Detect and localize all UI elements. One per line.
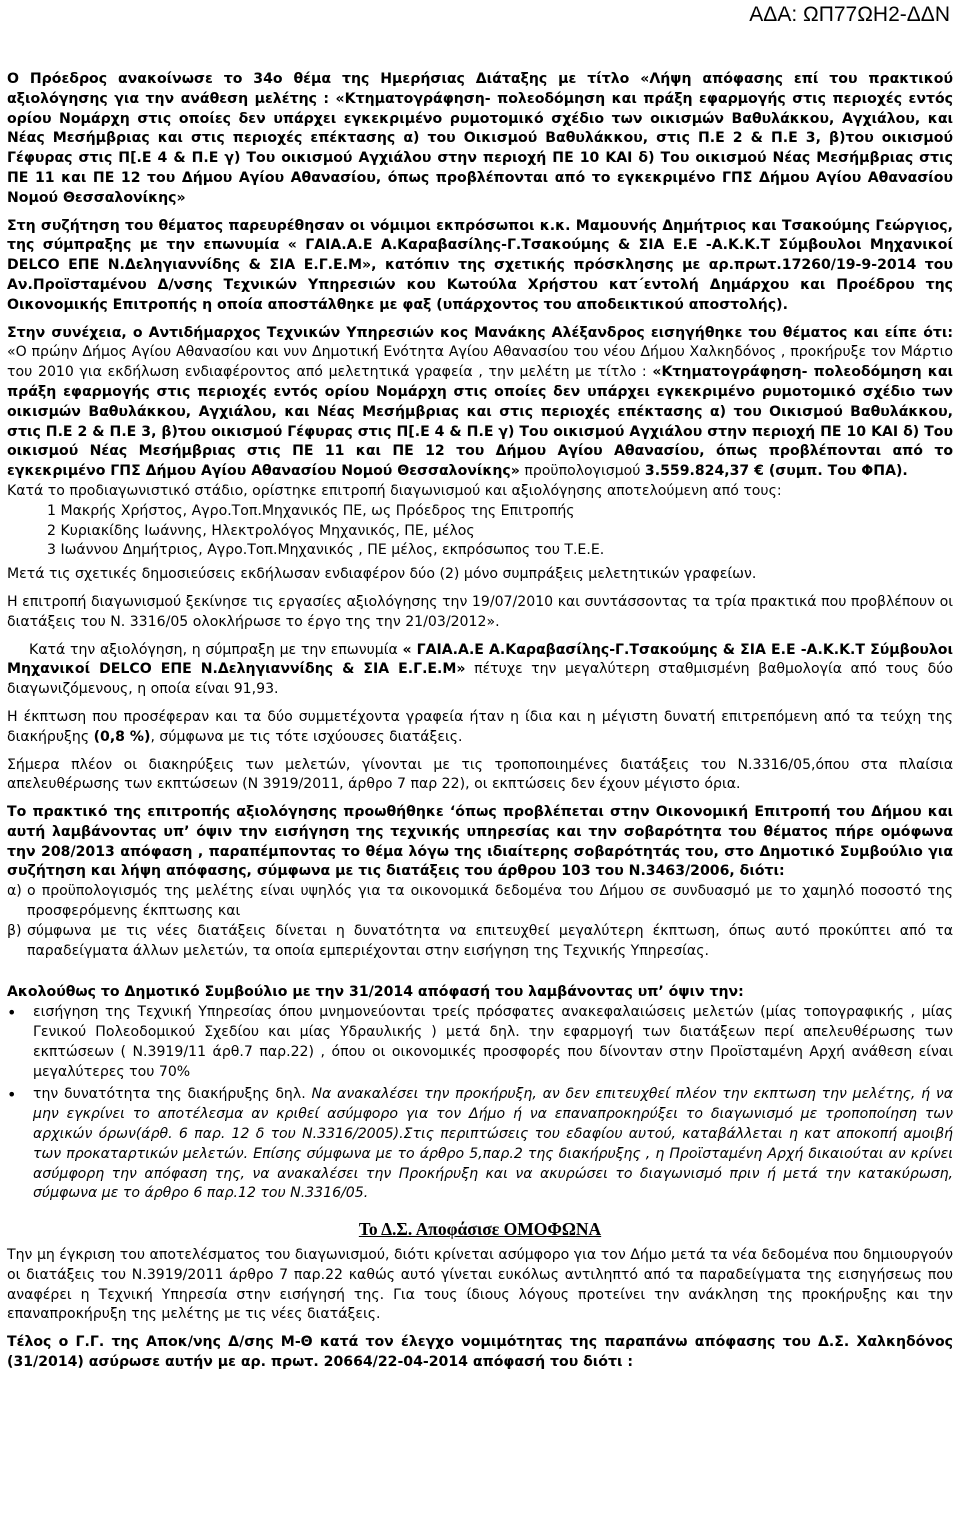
study-title: «Κτηματογράφηση- πολεοδόμηση και πράξη εφαρμογής στις περιοχές εντός ορίου Νομάρχη στις οποίες δεν υπάρχει εγκεκριμένο ρυμοτομικό σχέδιο των οικισμών Βαθυλάκκου, Αγχιάλου, και Νέας Μεσήμβριας και στις περιοχές επέκτασης α) του Οικισμού Βαθυλάκκου, στις Π.Ε 2 & Π.Ε 3, β)του οικισμού Γέφυρας στις Π[.Ε 4 & Π.Ε γ) Του οικισμού Αγχιάλου στην περιοχή ΠΕ 10 ΚΑΙ δ) Του οικισμού Νέας Μεσήμβριας στις ΠΕ 11 και ΠΕ 12 του Δήμου Αγίου Αθανασίου, όπως προβλέπονται από το εγκεκριμένο ΓΠΣ Δήμου Αγίου Αθανασίου Νομού Θεσσαλονίκης» xyxy=(7,364,953,480)
consideration-item xyxy=(7,1085,953,1204)
budget-amount: 3.559.824,37 € (συμπ. Του ΦΠΑ). xyxy=(644,463,908,480)
annulment-text: Τέλος ο Γ.Γ. της Αποκ/νης Δ/σης Μ-Θ κατά τον έλεγχο νομιμότητας της παραπάνω απόφασης του Δ.Σ. Χαλκηδόνος (31/2014) ασύρωσε αυτήν με αρ. πρωτ. 20664/22-04-2014 απόφασή του διότι : xyxy=(7,1334,953,1371)
consideration-item xyxy=(7,1003,953,1082)
bullet-icon: • xyxy=(7,1085,17,1105)
paragraph-evaluation-start xyxy=(7,593,953,633)
decision-title: Το Δ.Σ. Αποφάσισε ΟΜΟΦΩΝΑ xyxy=(358,1219,602,1240)
new-rules-text: Σήμερα πλέον οι διακηρύξεις των μελετών, γίνονται με τις τροποποιημένες διατάξεις του Ν.3316/05,όπου στα πλαίσια απελευθέρωσης των εκπτώσεων (Ν 3919/2011, άρθρο 7 παρ 22), οι εκπτώσεις δεν έχουν μέγιστο όρια. xyxy=(7,756,953,793)
paragraph-discount xyxy=(7,708,953,748)
reason-text: ο προϋπολογισμός της μελέτης είναι υψηλός για τα οικονομικά δεδομένα του Δήμου σε συνδυασμό με το χαμηλό ποσοστό της προσφερόμενης έκπτωσης και xyxy=(27,883,953,920)
committee-member: 3 Ιωάννου Δημήτριος, Αγρο.Τοπ.Μηχανικός , ΠΕ μέλος, εκπρόσωπος του Τ.Ε.Ε. xyxy=(47,542,605,559)
consideration-text: εισήγηση της Τεχνική Υπηρεσίας όπου μνημονεύονται τρείς πρόσφατες ανακεφαλαιώσεις μελετών (μίας τοπογραφικής , μίας Γενικού Πολεοδομικού Σχεδίου και μίας Υδραυλικής ) μετά δηλ. την εφαρμογή των διατάξεων περί απελευθέρωσης των εκπτώσεων ( Ν.3919/11 άρθ.7 παρ.22) , όπου οι οικονομικές προσφορές που δίνονταν στην Προϊσταμένη Αρχή ανάθεση είναι μεγαλύτερες του 70% xyxy=(33,1004,953,1080)
reason-label: β) xyxy=(7,922,22,939)
document-body xyxy=(7,70,953,1373)
committee-member: 2 Κυριακίδης Ιωάννης, Ηλεκτρολόγος Μηχανικός, ΠΕ, μέλος xyxy=(47,522,475,539)
paragraph-attendees xyxy=(7,217,953,316)
council-text: Ακολούθως το Δημοτικό Συμβούλιο με την 31/2014 απόφασή του λαμβάνοντας υπ’ όψιν την: xyxy=(7,984,744,1001)
considerations-list xyxy=(7,1003,953,1204)
winner-lead: Κατά την αξιολόγηση, η σύμπραξη με την επωνυμία xyxy=(29,641,403,658)
committee-member: 1 Μακρής Χρήστος, Αγρο.Τοπ.Μηχανικός ΠΕ, ως Πρόεδρος της Επιτροπής xyxy=(47,502,575,519)
reason-label: α) xyxy=(7,883,22,900)
proposal-text: «Ο πρώην Δήμος Αγίου Αθανασίου και νυν Δημοτική Ενότητα Αγίου Αθανασίου του νέου Δήμου Χαλκηδόνος , προκήρυξε τον Μάρτιο του 2010 για εκδήλωση ενδιαφέροντος από μελετητικά γραφεία , την μελέτη με τίτλο : xyxy=(7,344,953,381)
consideration-quote: Να ανακαλέσει την προκήρυξη, αν δεν επιτευχθεί πλέον την εκπτωση την μελέτης, ή να μην εγκρίνει το αποτέλεσμα αν κριθεί ασύμφορο για τον Δήμο ή να επαναπροκηρύξει το διαγωνισμό με τροποποίηση των αρχικών όρων(άρθ. 6 παρ. 12 δ του Ν.3316/2005).Στις περιπτώσεις του εδαφίου αυτού, καταβάλλεται η κατ αποκοπή αμοιβή των προκαταρτικών μελετών. Επίσης σύμφωνα με το άρθρο 5,παρ.2 της διακήρυξης , η Προϊσταμένη Αρχή δικαιούται αν κρίνει ασύμφορη την απόφαση της, να ανακαλέσει την Προκήρυξη και να ακυρώσει το διαγωνισμό πριν ή μετά την κατακύρωση, σύμφωνα με το άρθρο 6 παρ.12 του Ν.3316/05. xyxy=(33,1086,953,1202)
paragraph-committee xyxy=(7,482,953,502)
winner-score: πέτυχε την μεγαλύτερη σταθμισμένη βαθμολογία από τους δύο διαγωνιζόμενους, η οποία είναι 91,93. xyxy=(7,661,953,698)
paragraph-annulment xyxy=(7,1333,953,1373)
paragraph-decision xyxy=(7,1246,953,1325)
paragraph-submissions xyxy=(7,565,953,585)
budget-label: προϋπολογισμού xyxy=(519,463,645,480)
submissions-text: Μετά τις σχετικές δημοσιεύσεις εκδήλωσαν ενδιαφέρον δύο (2) μόνο συμπράξεις μελετητικών γραφείων. xyxy=(7,566,757,583)
paragraph-new-rules xyxy=(7,756,953,796)
discount-tail: , σύμφωνα με τις τότε ισχύουσες διατάξεις. xyxy=(150,728,463,745)
reason-item xyxy=(7,922,953,962)
consideration-text xyxy=(33,1085,953,1204)
winner-name: « ΓΑΙΑ.Α.Ε Α.Καραβασίλης-Γ.Τσακούμης & ΣΙΑ Ε.Ε -Α.Κ.Κ.Τ Σύμβουλοι Μηχανικοί DELCO ΕΠΕ Ν.Δεληγιαννίδης & ΣΙΑ Ε.Γ.Ε.Μ» xyxy=(7,641,953,678)
consideration-lead: την δυνατότητα της διακήρυξης δηλ. xyxy=(33,1086,312,1103)
paragraph-finance-committee xyxy=(7,803,953,882)
committee-intro: Κατά το προδιαγωνιστικό στάδιο, ορίστηκε επιτροπή διαγωνισμού και αξιολόγησης αποτελούμενη από τους: xyxy=(7,482,782,499)
reasons-list xyxy=(7,882,953,961)
discount-value: (0,8 %) xyxy=(93,728,151,745)
paragraph-council xyxy=(7,983,953,1003)
proposal-lead: Στην συνέχεια, ο Αντιδήμαρχος Τεχνικών Υπηρεσιών κος Μανάκης Αλέξανδρος εισηγήθηκε του θέματος και είπε ότι: xyxy=(7,324,953,341)
paragraph-proposal xyxy=(7,324,953,482)
attendees-text: Στη συζήτηση του θέματος παρευρέθησαν οι νόμιμοι εκπρόσωποι κ.κ. Μαμουνής Δημήτριος και Τσακούμης Γεώργιος, της σύμπραξης με την επωνυμία « ΓΑΙΑ.Α.Ε Α.Καραβασίλης-Γ.Τσακούμης & ΣΙΑ Ε.Ε -Α.Κ.Κ.Τ Σύμβουλοι Μηχανικοί DELCO ΕΠΕ Ν.Δεληγιαννίδης & ΣΙΑ Ε.Γ.Ε.Μ», κατόπιν της σχετικής πρόσκλησης με αρ.πρωτ.17260/19-9-2014 του Αν.Προϊσταμένου Δ/νσης Τεχνικών Υπηρεσιών κου Κωτούλα Χρήστου κατ΄εντολή Δημάρχου και Προέδρου της Οικονομικής Επιτροπής η οποία αποστάλθηκε με φαξ (υπάρχοντος του αποδεικτικού αποστολής). xyxy=(7,217,953,313)
paragraph-winner xyxy=(7,641,953,700)
discount-lead: Η έκπτωση που προσέφεραν και τα δύο συμμετέχοντα γραφεία ήταν η ίδια και η μέγιστη δυνατή επιτρεπόμενη από τα τεύχη της διακήρυξης xyxy=(7,708,953,745)
reason-text: σύμφωνα με τις νέες διατάξεις δίνεται η δυνατότητα να επιτευχθεί μεγαλύτερη έκπτωση, όπως αυτό προκύπτει από τα παραδείγματα άλλων μελετών, τα οποία εμπεριέχονται στην εισήγηση της Τεχνικής Υπηρεσίας. xyxy=(27,922,953,959)
paragraph-intro xyxy=(7,70,953,209)
intro-text: Ο Πρόεδρος ανακοίνωσε το 34ο θέμα της Ημερήσιας Διάταξης με τίτλο «Λήψη απόφασης επί του πρακτικού αξιολόγησης για την ανάθεση μελέτης : «Κτηματογράφηση- πολεοδόμηση και πράξη εφαρμογής στις περιοχές εντός ορίου Νομάρχη στις οποίες δεν υπάρχει εγκεκριμένο ρυμοτομικό σχέδιο των οικισμών Βαθυλάκκου, Αγχιάλου, και Νέας Μεσήμβριας και στις περιοχές επέκτασης α) του Οικισμού Βαθυλάκκου, στις Π.Ε 2 & Π.Ε 3, β)του οικισμού Γέφυρας στις Π[.Ε 4 & Π.Ε γ) Του οικισμού Αγχιάλου στην περιοχή ΠΕ 10 ΚΑΙ δ) Του οικισμού Νέας Μεσήμβριας στις ΠΕ 11 και ΠΕ 12 του Δήμου Αγίου Αθανασίου, όπως προβλέπονται από το εγκεκριμένο ΓΠΣ Δήμου Αγίου Αθανασίου Νομού Θεσσαλονίκης» xyxy=(7,71,953,206)
bullet-icon: • xyxy=(7,1003,17,1023)
decision-text: Την μη έγκριση του αποτελέσματος του διαγωνισμού, διότι κρίνεται ασύμφορο για τον Δήμο μετά τα νέα δεδομένα που δημιουργούν οι διατάξεις του Ν.3919/2011 άρθρο 7 παρ.22 καθώς αυτό γίνεται ευκόλως αντιληπτό από τα παραδείγματα της εισηγήσεως που αναφέρει η Τεχνική Υπηρεσία στην εισήγησή της. Για τους ίδιους λόγους προτείνει την ανάκληση της προκήρυξης και την επαναπροκήρυξη της μελέτης με τις νέες διατάξεις. xyxy=(7,1247,953,1323)
reason-item xyxy=(7,882,953,922)
evaluation-text: Η επιτροπή διαγωνισμού ξεκίνησε τις εργασίες αξιολόγησης την 19/07/2010 και συντάσσοντας τα τρία πρακτικά που προβλέπουν οι διατάξεις του Ν. 3316/05 ολοκλήρωσε το έργο της την 21/03/2012». xyxy=(7,593,953,630)
ada-code: ΑΔΑ: ΩΠ77ΩΗ2-ΔΔΝ xyxy=(749,3,950,26)
finance-committee-text: Το πρακτικό της επιτροπής αξιολόγησης προωθήθηκε ‘όπως προβλέπεται στην Οικονομική Επιτροπή του Δήμου και αυτή λαμβάνοντας υπ’ όψιν την εισήγηση της τεχνικής υπηρεσίας και την σοβαρότητα του θέματος πήρε ομόφωνα την 208/2013 απόφαση , παραπέμποντας το θέμα λόγω της ιδιαίτερης σοβαρότητάς του, στο Δημοτικό Συμβούλιο για συζήτηση και λήψη απόφασης, σύμφωνα με τις διατάξεις του άρθρου 103 του Ν.3463/2006, διότι: xyxy=(7,804,953,880)
committee-list xyxy=(47,502,953,561)
